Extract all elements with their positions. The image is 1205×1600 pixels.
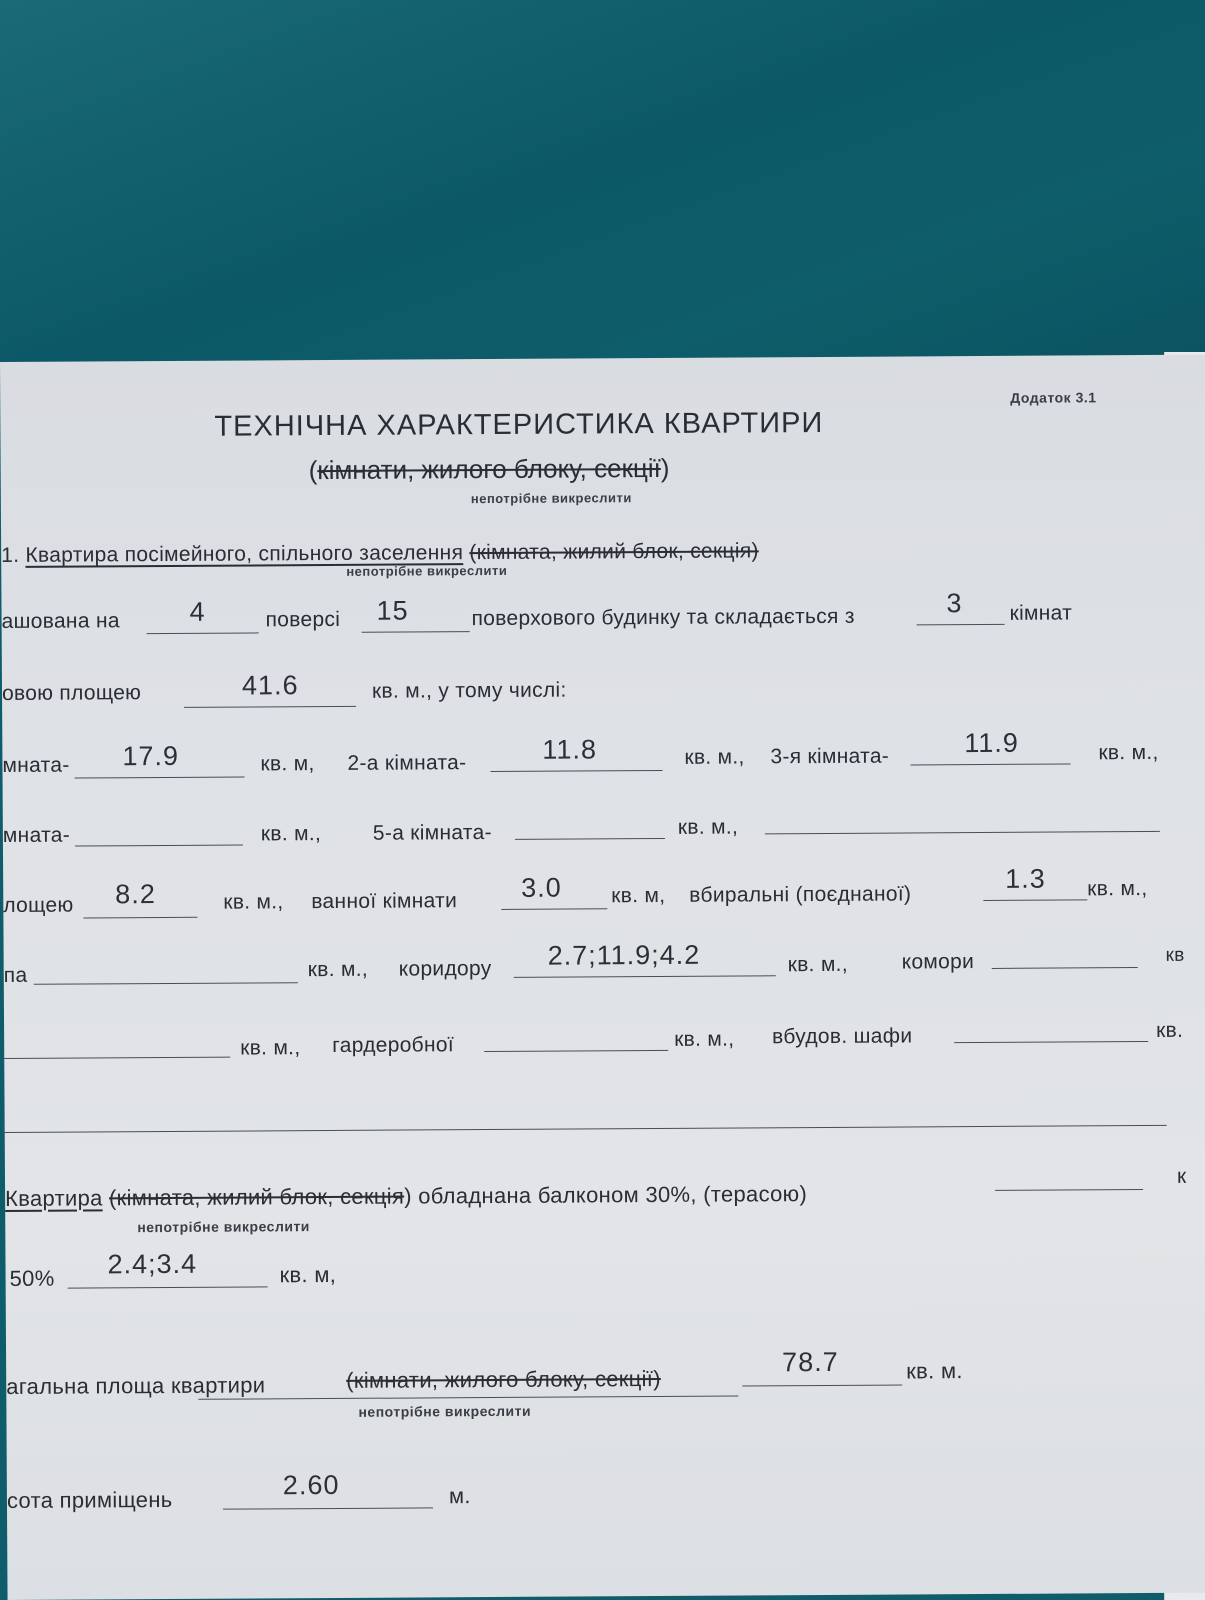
row4-label-a: мната- (2, 823, 71, 847)
row8-label-c: к (1176, 1164, 1187, 1188)
pantry-line (992, 967, 1138, 969)
row5-label-a: лощею (3, 893, 74, 917)
floor-line (147, 632, 259, 634)
row2-label-b: кв. м., у тому числі: (371, 678, 567, 703)
row3-label-f: кв. м., (1098, 740, 1159, 765)
strike-note-2: непотрібне викреслити (346, 562, 508, 579)
row8-label-a: Квартира (кімната, жилий блок, секція) обладнана балконом 30%, (терасою) (5, 1181, 808, 1211)
room1-line (75, 777, 245, 779)
row3-label-d: кв. м., (684, 745, 745, 769)
row6-label-d: кв. м., (787, 952, 848, 977)
storeys-value: 15 (376, 595, 409, 626)
rooms-value: 3 (946, 588, 963, 619)
row11-label-b: м. (448, 1483, 471, 1509)
row5-label-e: вбиральні (поєднаної) (689, 882, 912, 907)
row10-label-b: кв. м. (906, 1358, 963, 1384)
row7-label-b: кв. м., (240, 1036, 301, 1060)
floor-value: 4 (189, 596, 206, 627)
balcony-value: 2.4;3.4 (107, 1248, 198, 1280)
room3-line (910, 763, 1070, 765)
blank-full-line (5, 1125, 1167, 1133)
row4-label-d: кв. м., (677, 815, 739, 839)
total-area-value: 78.7 (782, 1346, 839, 1378)
row4-extra-line (765, 831, 1160, 834)
page-title: ТЕХНІЧНА ХАРАКТЕРИСТИКА КВАРТИРИ (214, 406, 824, 443)
room2-line (491, 770, 663, 772)
room2-value: 11.8 (542, 734, 598, 765)
row4-label-b: кв. м., (260, 822, 322, 846)
row3-label-b: кв. м, (260, 752, 315, 776)
row10-label-a: агальна площа квартири (6, 1372, 266, 1399)
rooms-line (917, 624, 1005, 626)
corridor-value: 2.7;11.9;4.2 (547, 939, 701, 971)
corridor-line (514, 975, 776, 978)
row3-label-a: мната- (2, 753, 70, 777)
built-in-closet-line (954, 1041, 1148, 1043)
row6-label-b: кв. м., (307, 957, 369, 982)
row11-label-a: сота приміщень (6, 1486, 173, 1513)
terrace-line (995, 1189, 1143, 1191)
row7-label-f: кв. (1156, 1018, 1184, 1042)
row2-label-a: овою площею (1, 681, 142, 705)
living-area-value: 41.6 (241, 670, 299, 701)
row5-label-d: кв. м, (611, 883, 666, 908)
strike-note-1: непотрібне викреслити (470, 490, 632, 507)
wardrobe-line (484, 1050, 668, 1052)
row7-label-d: кв. м., (674, 1027, 735, 1051)
bathroom-value: 3.0 (521, 872, 562, 903)
row7-label-c: гардеробної (332, 1033, 455, 1057)
row9-label-b: кв. м, (279, 1261, 337, 1288)
row1-label-a: ашована на (1, 609, 120, 633)
row1-label-c: поверхового будинку та складається з (471, 604, 855, 631)
strike-note-4: непотрібне викреслити (358, 1402, 532, 1420)
row3-label-c: 2-а кімната- (347, 751, 467, 775)
section-1-heading: 1. Квартира посімейного, спільного заселення (кімната, жилий блок, секція) (1, 539, 759, 567)
row4-label-c: 5-а кімната- (372, 821, 492, 845)
strike-note-3: непотрібне викреслити (137, 1218, 310, 1236)
row5-label-c: ванної кімнати (311, 889, 458, 914)
room1-value: 17.9 (122, 740, 180, 772)
form-sheet (0, 355, 1205, 1600)
kitchen-line (83, 917, 197, 919)
toilet-line (983, 899, 1087, 901)
row6-label-c: коридору (398, 957, 492, 981)
row6-label-a: па (3, 963, 28, 987)
row5-label-f: кв. м., (1087, 877, 1148, 901)
row7-first-line (4, 1057, 230, 1059)
storeys-line (362, 631, 470, 633)
row1-label-b: поверсі (265, 607, 341, 632)
appendix-label: Додаток 3.1 (1010, 389, 1097, 406)
subtitle-struck: кімнати, жилого блоку, секції (317, 452, 661, 486)
toilet-value: 1.3 (1005, 863, 1046, 894)
row7-label-e: вбудов. шафи (772, 1024, 913, 1049)
kitchen-value: 8.2 (115, 879, 156, 910)
living-area-line (184, 706, 356, 708)
fabric-background (0, 0, 1205, 400)
balcony-line (68, 1286, 268, 1288)
row3-label-e: 3-я кімната- (770, 744, 890, 769)
row10-struck: (кімнати, жилого блоку, секції) (346, 1365, 661, 1393)
room5-line (515, 838, 665, 840)
bathroom-line (501, 908, 607, 910)
row9-label-a: 50% (9, 1265, 55, 1291)
room4-line (75, 845, 243, 847)
row6-label-f: кв (1165, 944, 1185, 966)
row6-label-e: комори (901, 950, 975, 974)
row5-label-b: кв. м., (223, 890, 284, 914)
row1-label-d: кімнат (1009, 601, 1073, 625)
page-subtitle: (кімнати, жилого блоку, секції) (308, 452, 670, 486)
row6-first-line (34, 982, 298, 985)
total-area-underline (198, 1396, 738, 1400)
height-line (223, 1507, 433, 1509)
room3-value: 11.9 (964, 727, 1019, 759)
total-area-line (742, 1385, 902, 1387)
height-value: 2.60 (282, 1469, 340, 1501)
